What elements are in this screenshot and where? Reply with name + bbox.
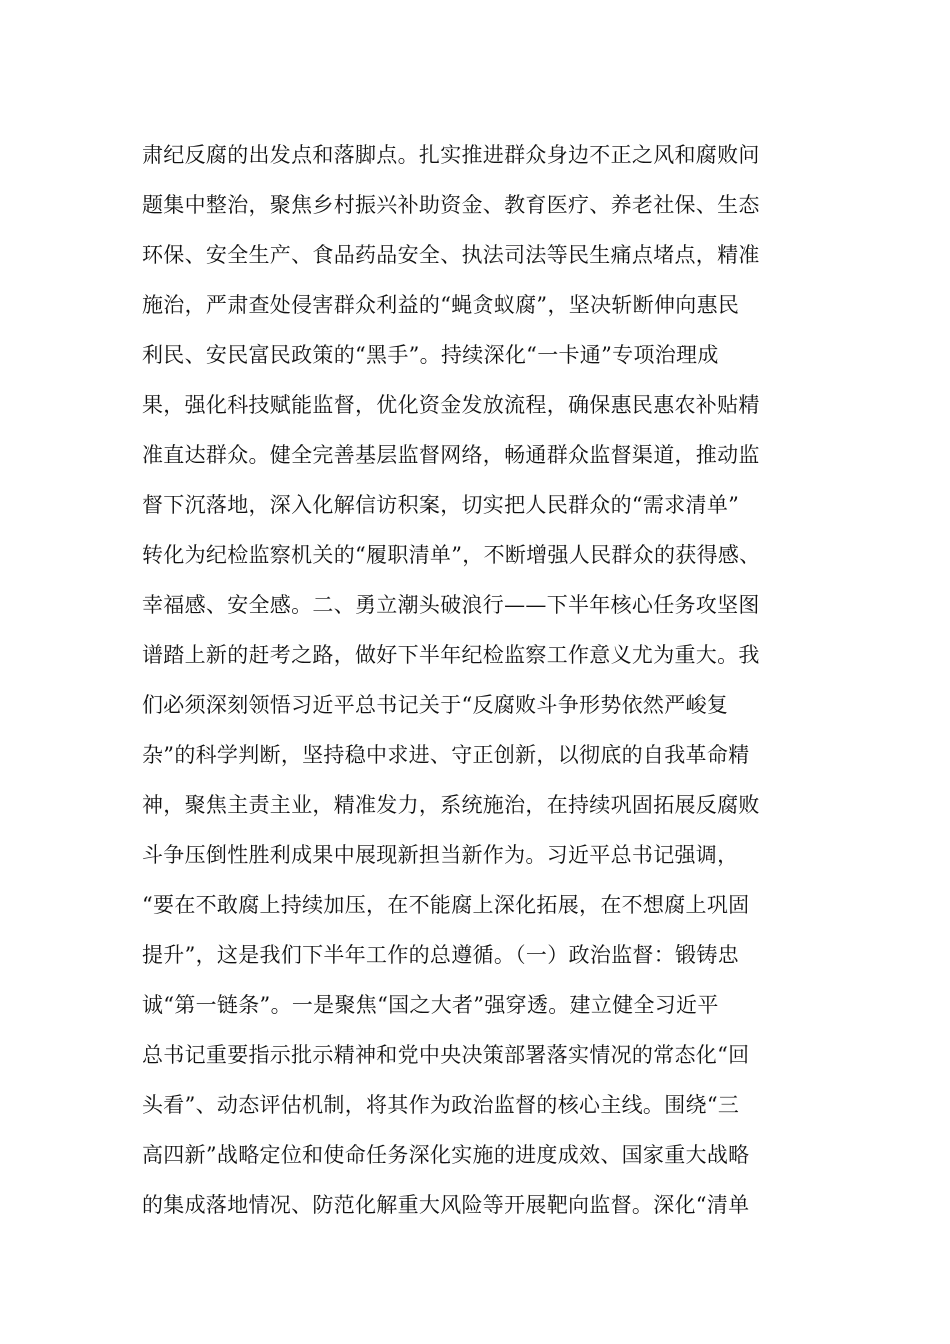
- text-line: 诚“第一链条”。一是聚焦“国之大者”强穿透。建立健全习近平: [142, 993, 719, 1017]
- text-line: 头看”、动态评估机制，将其作为政治监督的核心主线。围绕“三: [142, 1093, 740, 1117]
- body-text: [142, 130, 842, 1230]
- text-line: 高四新”战略定位和使命任务深化实施的进度成效、国家重大战略: [142, 1143, 750, 1167]
- text-line: 转化为纪检监察机关的“履职清单”，不断增强人民群众的获得感、: [142, 543, 761, 567]
- text-line: 督下沉落地，深入化解信访积案，切实把人民群众的“需求清单”: [142, 493, 740, 517]
- text-line: 幸福感、安全感。二、勇立潮头破浪行——下半年核心任务攻坚图: [142, 593, 760, 617]
- text-line: 施治，严肃查处侵害群众利益的“蝇贪蚁腐”，坚决斩断伸向惠民: [142, 293, 740, 317]
- text-line: 们必须深刻领悟习近平总书记关于“反腐败斗争形势依然严峻复: [142, 693, 729, 717]
- text-line: 准直达群众。健全完善基层监督网络，畅通群众监督渠道，推动监: [142, 443, 760, 467]
- text-line: 环保、安全生产、食品药品安全、执法司法等民生痛点堵点，精准: [142, 243, 760, 267]
- text-line: 利民、安民富民政策的“黑手”。持续深化“一卡通”专项治理成: [142, 343, 719, 367]
- text-line: 果，强化科技赋能监督，优化资金发放流程，确保惠民惠农补贴精: [142, 393, 760, 417]
- text-line: “要在不敢腐上持续加压，在不能腐上深化拓展，在不想腐上巩固: [142, 893, 750, 917]
- text-line: 题集中整治，聚焦乡村振兴补助资金、教育医疗、养老社保、生态: [142, 193, 760, 217]
- text-line: 斗争压倒性胜利成果中展现新担当新作为。习近平总书记强调，: [142, 843, 739, 867]
- text-line: 肃纪反腐的出发点和落脚点。扎实推进群众身边不正之风和腐败问: [142, 143, 760, 167]
- text-line: 的集成落地情况、防范化解重大风险等开展靶向监督。深化“清单: [142, 1193, 750, 1217]
- text-line: 谱踏上新的赶考之路，做好下半年纪检监察工作意义尤为重大。我: [142, 643, 760, 667]
- text-line: 总书记重要指示批示精神和党中央决策部署落实情况的常态化“回: [142, 1043, 750, 1067]
- text-line: 神，聚焦主责主业，精准发力，系统施治，在持续巩固拓展反腐败: [142, 793, 760, 817]
- text-line: 提升”，这是我们下半年工作的总遵循。（一）政治监督：锻铸忠: [142, 943, 739, 967]
- text-line: 杂”的科学判断，坚持稳中求进、守正创新，以彻底的自我革命精: [142, 743, 750, 767]
